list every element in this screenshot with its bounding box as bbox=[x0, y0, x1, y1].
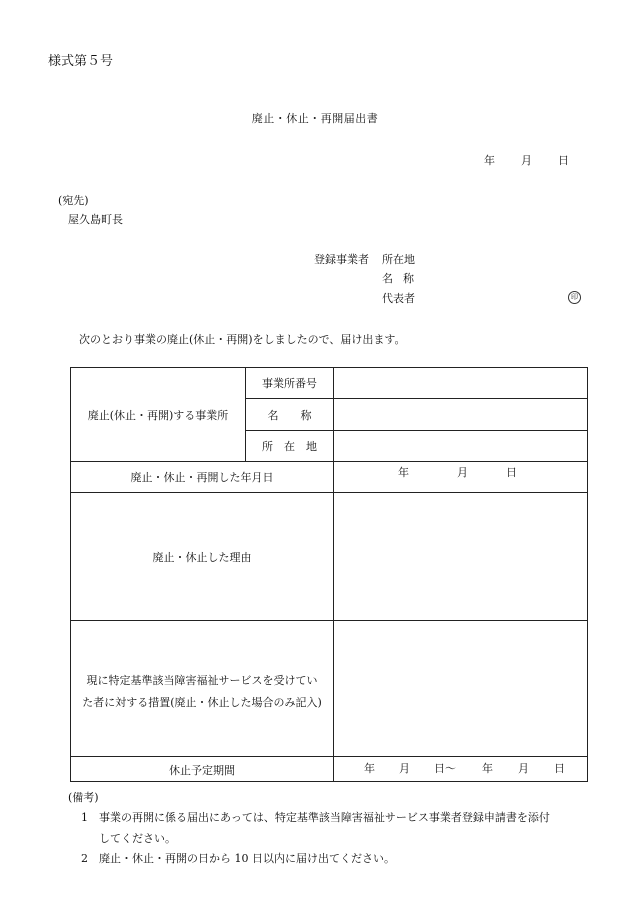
addressee-label: (宛先) bbox=[58, 194, 89, 207]
submission-date bbox=[484, 152, 569, 168]
reason-field[interactable] bbox=[334, 493, 588, 620]
office-number-field[interactable] bbox=[334, 368, 588, 398]
note-item-2 bbox=[81, 850, 395, 866]
addressee: 屋久島町長 bbox=[68, 213, 123, 226]
document-title: 廃止・休止・再開届出書 bbox=[251, 112, 379, 125]
reason-label: 廃止・休止した理由 bbox=[152, 550, 252, 564]
facility-label: 廃止(休止・再開)する事業所 bbox=[87, 408, 229, 422]
applicant-location-label: 所在地 bbox=[382, 253, 415, 266]
period-month-start: 月 bbox=[399, 762, 410, 775]
notification-table bbox=[70, 367, 588, 782]
period-field[interactable] bbox=[334, 757, 588, 779]
intro-text: 次のとおり事業の廃止(休止・再開)をしましたので、届け出ます。 bbox=[79, 333, 406, 346]
applicant-label: 登録事業者 bbox=[314, 253, 369, 266]
period-year-start: 年 bbox=[364, 762, 375, 775]
period-label: 休止予定期間 bbox=[169, 763, 235, 777]
office-number-label: 事業所番号 bbox=[262, 377, 317, 390]
measures-label-line2: た者に対する措置(廃止・休止した場合のみ記入) bbox=[82, 695, 322, 709]
date-field-day: 日 bbox=[506, 466, 517, 479]
applicant-name-label: 名称 bbox=[382, 272, 424, 285]
period-year-end: 年 bbox=[482, 762, 493, 775]
period-month-end: 月 bbox=[518, 762, 529, 775]
note-number: 1 bbox=[81, 811, 88, 824]
facility-location-field[interactable] bbox=[334, 431, 588, 461]
measures-label-line1: 現に特定基準該当障害福祉サービスを受けてい bbox=[86, 673, 318, 687]
measures-label bbox=[71, 621, 333, 756]
note-text: 廃止・休止・再開の日から 10 日以内に届け出てください。 bbox=[99, 852, 395, 865]
form-number: 様式第５号 bbox=[48, 54, 114, 69]
facility-location-label: 所 在 地 bbox=[262, 440, 317, 453]
measures-field[interactable] bbox=[334, 621, 588, 756]
date-field-month: 月 bbox=[457, 466, 468, 479]
note-item-1 bbox=[81, 809, 550, 825]
facility-name-label: 名 称 bbox=[267, 408, 312, 422]
facility-name-field[interactable] bbox=[334, 399, 588, 430]
note-text: 事業の再開に係る届出にあっては、特定基準該当障害福祉サービス事業者登録申請書を添付 bbox=[99, 811, 550, 824]
date-field-year: 年 bbox=[398, 466, 409, 479]
note-number: 2 bbox=[81, 852, 88, 865]
date-month: 月 bbox=[521, 154, 532, 167]
notes-title: (備考) bbox=[68, 791, 99, 804]
note-item-1-continued: してください。 bbox=[99, 832, 176, 845]
applicant-representative-label: 代表者 bbox=[382, 292, 415, 305]
period-day-end: 日 bbox=[554, 762, 565, 775]
date-day: 日 bbox=[558, 154, 569, 167]
seal-mark: 印 bbox=[568, 291, 581, 304]
date-field[interactable] bbox=[334, 462, 588, 482]
period-day-start: 日〜 bbox=[434, 762, 456, 775]
date-label: 廃止・休止・再開した年月日 bbox=[130, 471, 274, 484]
date-year: 年 bbox=[484, 154, 495, 167]
